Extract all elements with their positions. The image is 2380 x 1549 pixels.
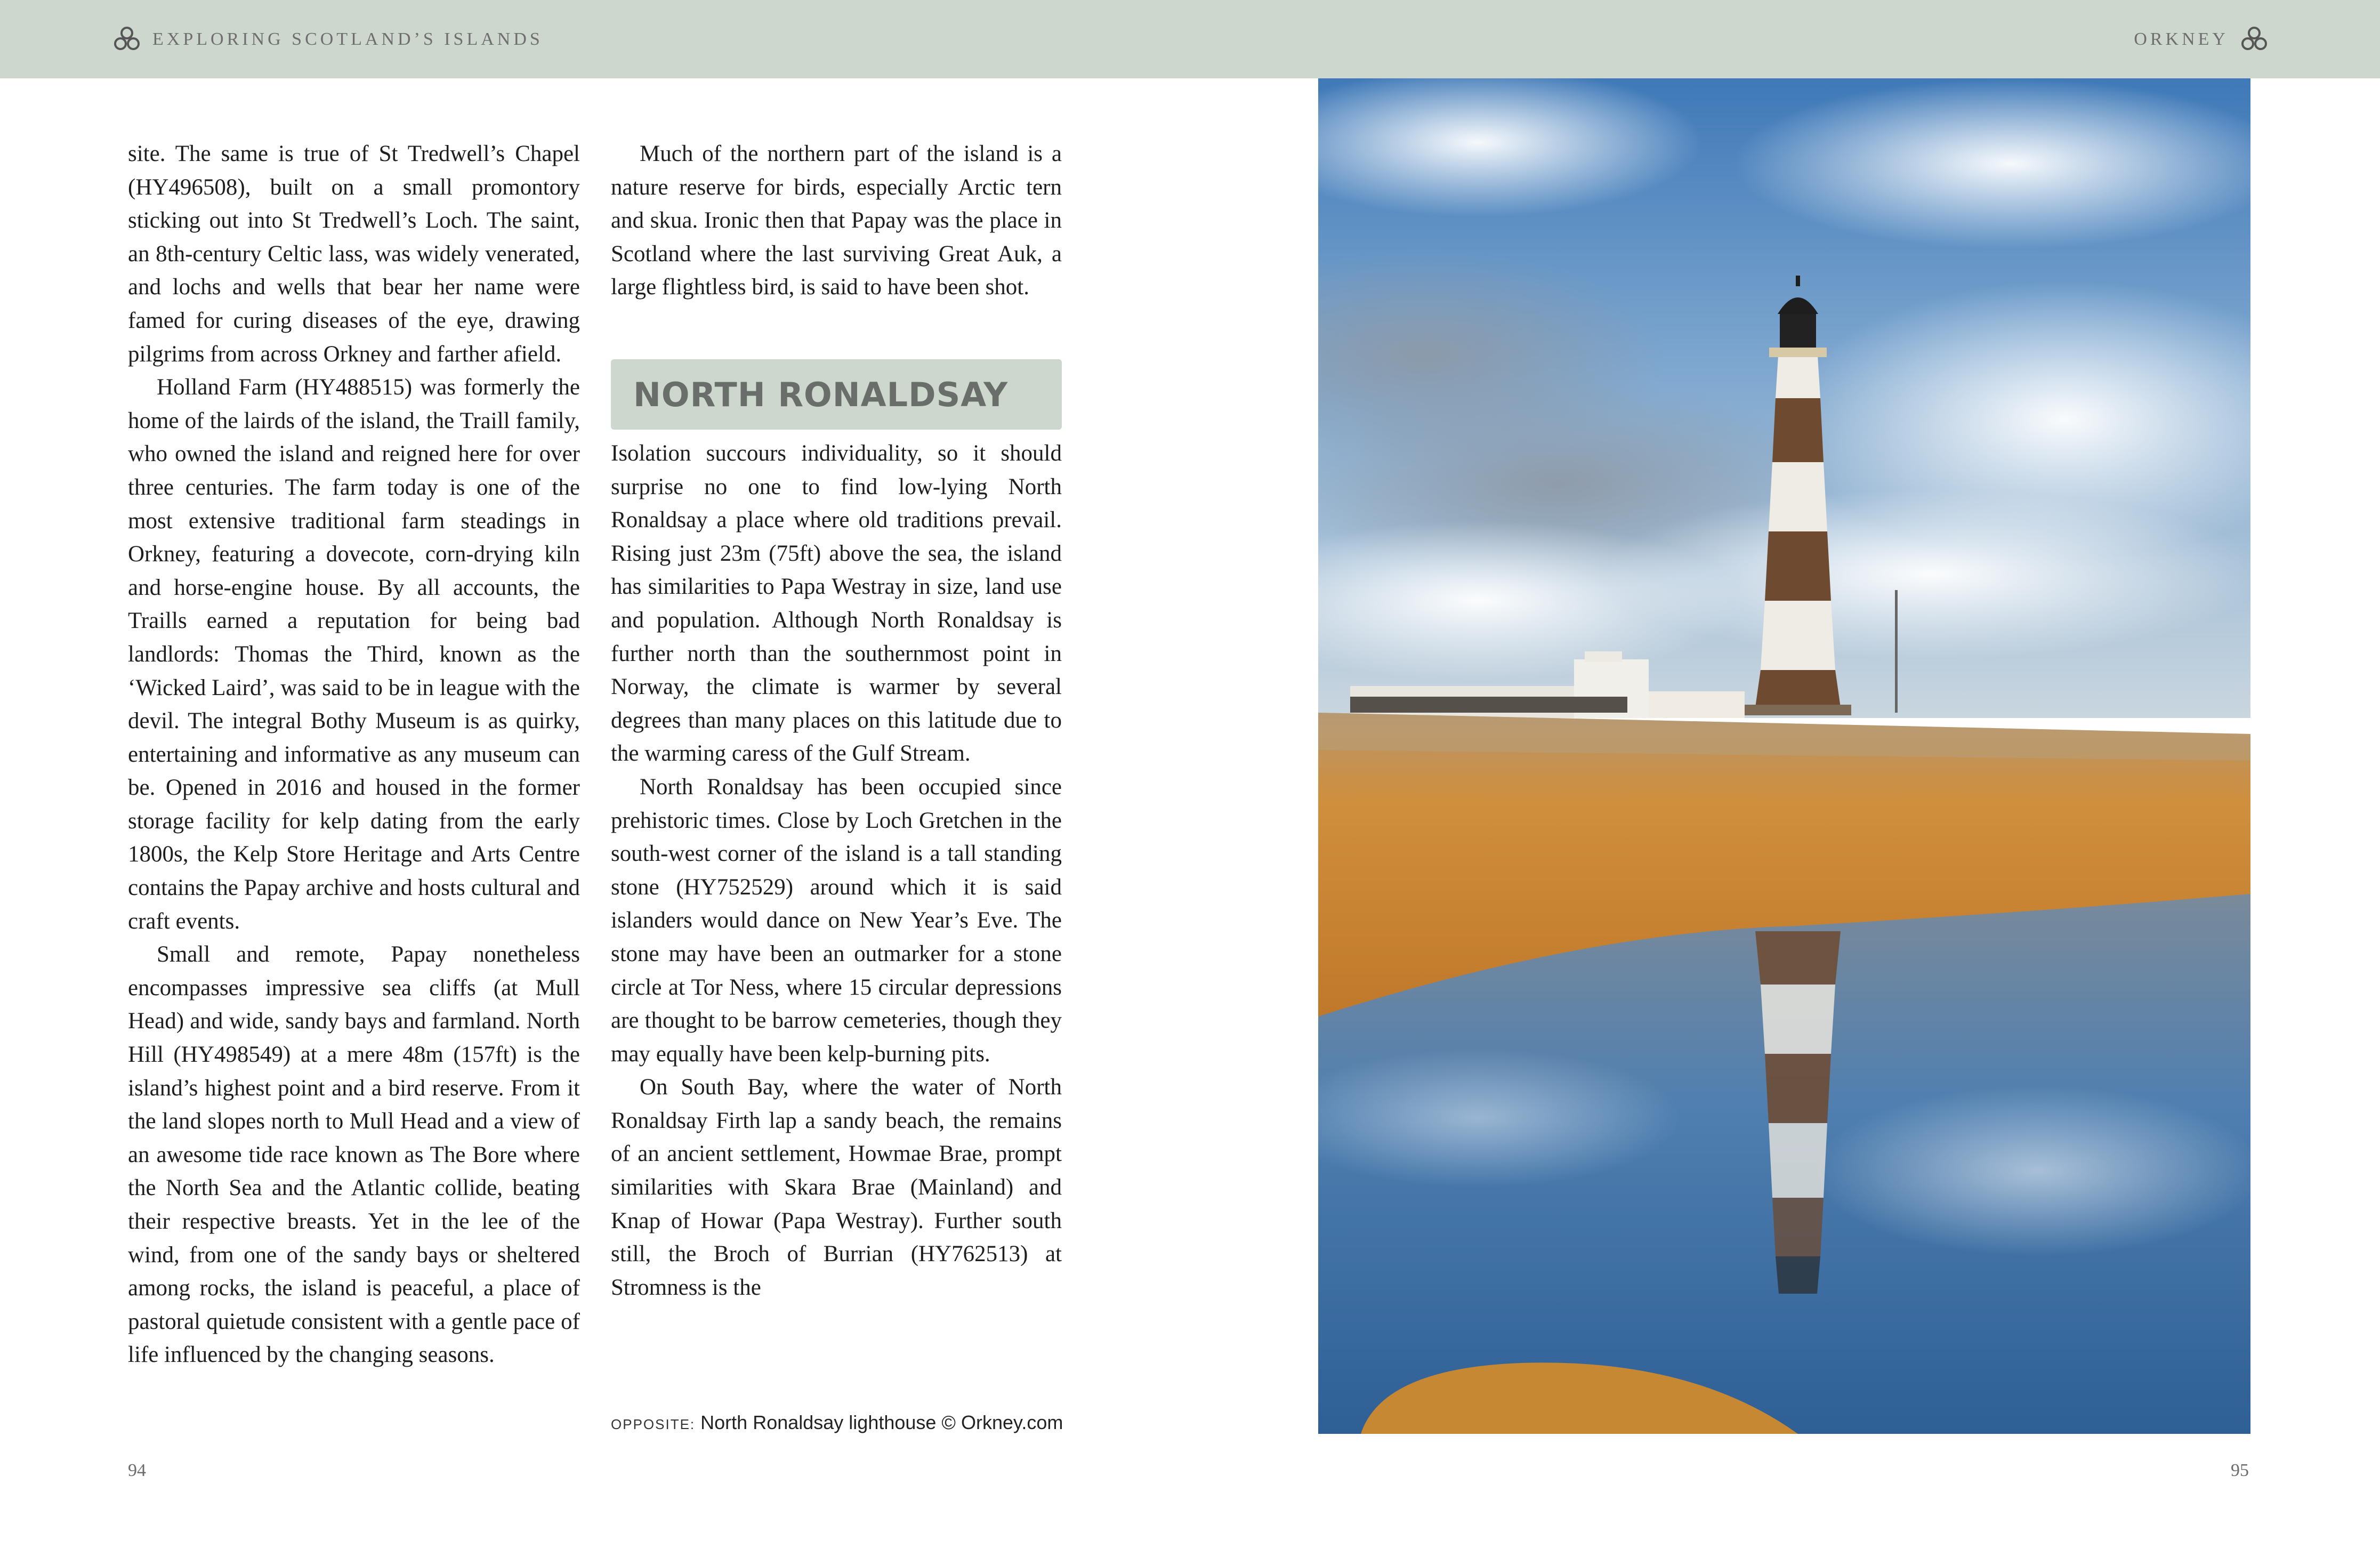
paragraph: Much of the northern part of the island is a nature reserve for birds, especially Arctic tern and skua. Ironic then that Papay was the place in Scotland where the last surviving Great Auk, a large flightless bird, is said to have been shot. — [611, 141, 1062, 300]
running-header-right — [2134, 0, 2268, 78]
paragraph: site. The same is true of St Tredwell’s Chapel (HY496508), built on a small promontory sticking out into St Tredwell’s Loch. The saint, an 8th-century Celtic lass, was widely venerated, and lochs and wells that bear her name were famed for curing diseases of the eye, drawing pilgrims from across Orkney and farther afield. — [128, 141, 580, 367]
caption-text: North Ronaldsay lighthouse © Orkney.com — [695, 1411, 1063, 1433]
section-heading: NORTH RONALDSAY — [633, 375, 1009, 414]
paragraph: On South Bay, where the water of North Ronaldsay Firth lap a sandy beach, the remains of an ancient settlement, Howmae Brae, prompt similarities with Skara Brae (Mainland) and Knap of Howar (Papa Westray). Further south still, the Broch of Burrian (HY762513) at Stromness is the — [611, 1075, 1062, 1300]
trefoil-icon — [113, 26, 141, 53]
right-text-column-bottom — [611, 437, 1062, 1304]
paragraph: Holland Farm (HY488515) was formerly the home of the lairds of the island, the Traill family, who owned the island and reigned here for over three centuries. The farm today is one of the most extensive traditional farm steadings in Orkney, featuring a dovecote, corn-drying kiln and horse-engine house. By all accounts, the Traills earned a reputation for being bad landlords: Thomas the Third, known as the ‘Wicked Laird’, was said to be in league with the devil. The integral Bothy Museum is as quirky, entertaining and informative as any museum can be. Opened in 2016 and housed in the former storage facility for kelp dating from the early 1800s, the Kelp Store Heritage and Arts Centre contains the Papay archive and hosts cultural and craft events. — [128, 375, 580, 934]
left-text-column — [128, 138, 580, 1372]
paragraph: North Ronaldsay has been occupied since prehistoric times. Close by Loch Gretchen in the south-west corner of the island is a tall standing stone (HY752529) around which it is said islanders would dance on New Year’s Eve. The stone may have been an outmarker for a stone circle at Tor Ness, where 15 circular depressions are thought to be barrow cemeteries, though they may equally have been kelp-burning pits. — [611, 774, 1062, 1067]
caption-label: OPPOSITE: — [611, 1416, 696, 1432]
lighthouse-photo — [1318, 78, 2250, 1434]
right-text-column-top — [611, 138, 1062, 304]
page-number-right: 95 — [2231, 1461, 2249, 1480]
paragraph: Isolation succours individuality, so it should surprise no one to find low-lying North Ronaldsay a place where old traditions prevail. Rising just 23m (75ft) above the sea, the island has similarities to Papa Westray in size, land use and population. Although North Ronaldsay is further north than the southernmost point in Norway, the climate is warmer by several degrees than many places on this latitude due to the warming caress of the Gulf Stream. — [611, 441, 1062, 767]
paragraph: Small and remote, Papay nonetheless encompasses impressive sea cliffs (at Mull Head) and wide, sandy bays and farmland. North Hill (HY498549) at a mere 48m (157ft) is the island’s highest point and a bird reserve. From it the land slopes north to Mull Head and a view of an awesome tide race known as The Bore where the North Sea and the Atlantic collide, beating their respective breasts. Yet in the lee of the wind, from one of the sandy bays or sheltered among rocks, the island is peaceful, a place of pastoral quietude consistent with a gentle pace of life influenced by the changing seasons. — [128, 942, 580, 1368]
section-heading-box — [611, 359, 1062, 430]
photo-caption — [611, 1411, 1063, 1434]
running-header — [0, 0, 2380, 78]
book-title: EXPLORING SCOTLAND’S ISLANDS — [152, 29, 543, 49]
running-header-left — [113, 0, 543, 78]
chapter-title: ORKNEY — [2134, 29, 2229, 49]
page-number-left: 94 — [128, 1461, 146, 1480]
trefoil-icon — [2240, 26, 2268, 53]
